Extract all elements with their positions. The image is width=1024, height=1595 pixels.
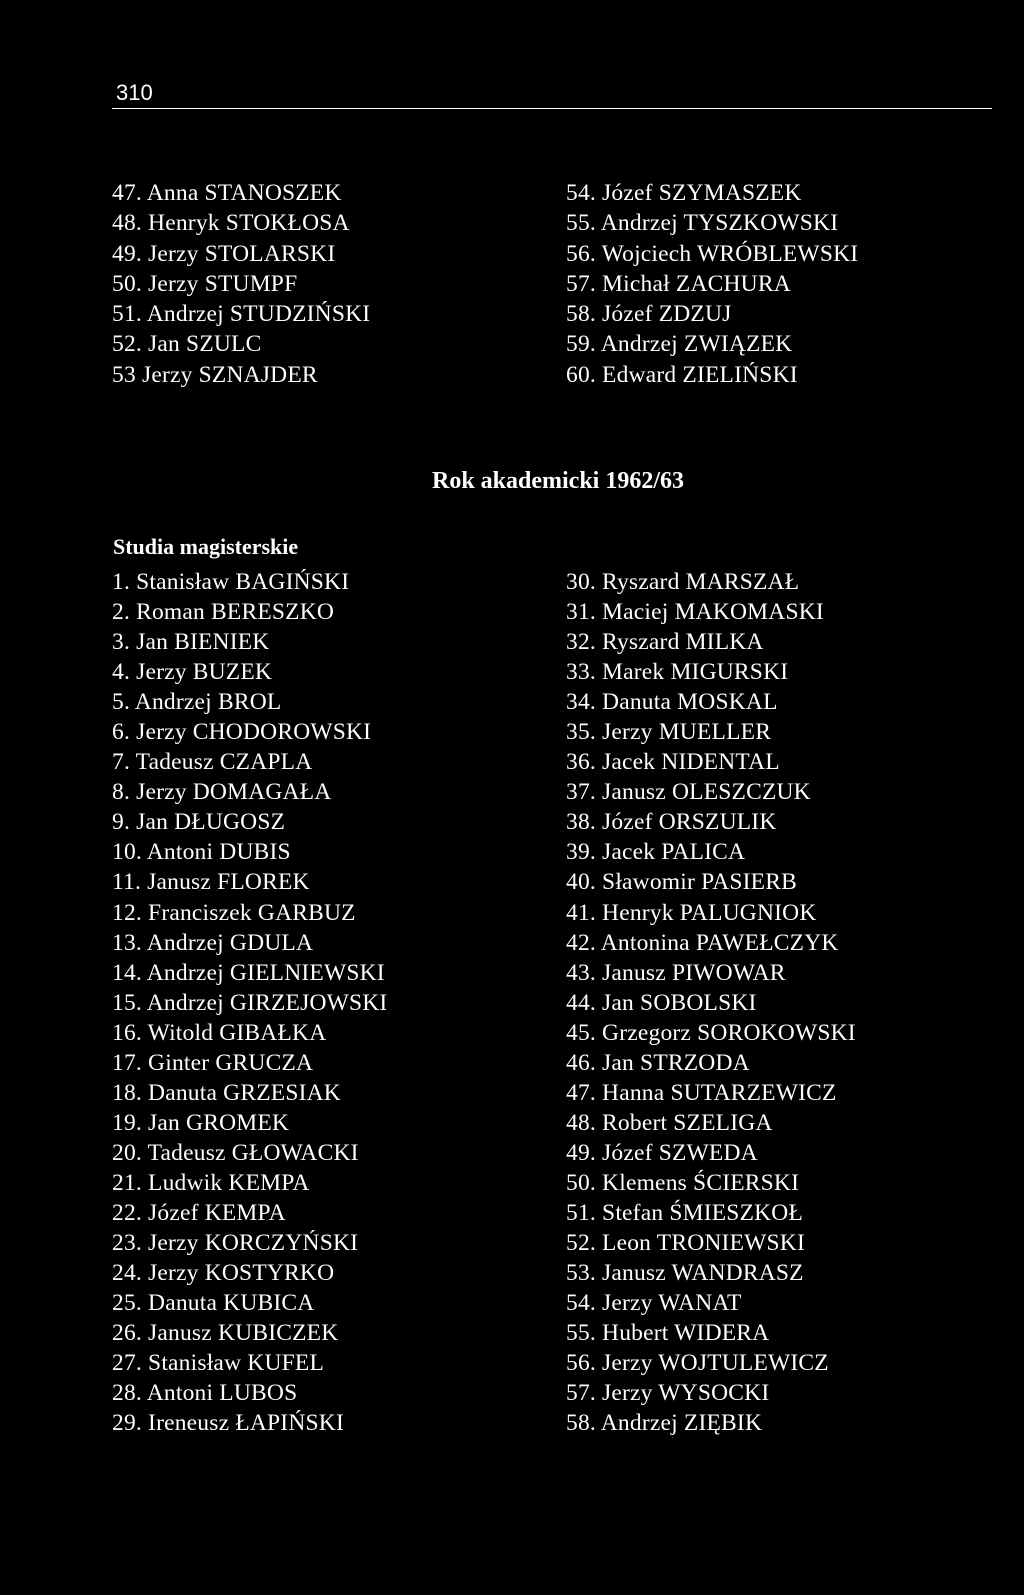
- students-list-left-column: [112, 567, 387, 1438]
- list-item: 21. Ludwik KEMPA: [112, 1169, 310, 1196]
- list-item: 6. Jerzy CHODOROWSKI: [112, 719, 372, 746]
- list-item: 50. Jerzy STUMPF: [112, 270, 298, 297]
- list-item: 9. Jan DŁUGOSZ: [112, 809, 286, 836]
- list-item: 53. Janusz WANDRASZ: [566, 1260, 804, 1287]
- list-item: 50. Klemens ŚCIERSKI: [566, 1169, 800, 1196]
- list-item: 58. Józef ZDZUJ: [566, 301, 732, 328]
- list-item: 14. Andrzej GIELNIEWSKI: [112, 959, 385, 986]
- list-item: 39. Jacek PALICA: [566, 839, 746, 866]
- list-item: 43. Janusz PIWOWAR: [566, 959, 786, 986]
- list-item: 44. Jan SOBOLSKI: [566, 989, 757, 1016]
- list-item: 5. Andrzej BROL: [112, 689, 282, 716]
- list-item: 13. Andrzej GDULA: [112, 929, 314, 956]
- list-item: 8. Jerzy DOMAGAŁA: [112, 779, 332, 806]
- list-item: 32. Ryszard MILKA: [566, 629, 764, 656]
- list-item: 26. Janusz KUBICZEK: [112, 1320, 339, 1347]
- list-item: 42. Antonina PAWEŁCZYK: [566, 929, 839, 956]
- header-rule: [112, 108, 992, 109]
- list-item: 41. Henryk PALUGNIOK: [566, 899, 817, 926]
- list-item: 34. Danuta MOSKAL: [566, 689, 778, 716]
- list-item: 24. Jerzy KOSTYRKO: [112, 1260, 335, 1287]
- section-title: [0, 466, 1024, 496]
- list-item: 54. Józef SZYMASZEK: [566, 180, 802, 206]
- list-item: 47. Hanna SUTARZEWICZ: [566, 1079, 837, 1106]
- list-item: 52. Jan SZULC: [112, 331, 262, 358]
- list-item: 48. Robert SZELIGA: [566, 1109, 773, 1136]
- list-item: 53 Jerzy SZNAJDER: [112, 361, 318, 388]
- list-item: 46. Jan STRZODA: [566, 1049, 750, 1076]
- list-item: 17. Ginter GRUCZA: [112, 1049, 314, 1076]
- list-item: 30. Ryszard MARSZAŁ: [566, 569, 800, 595]
- list-item: 49. Jerzy STOLARSKI: [112, 240, 336, 267]
- list-item: 16. Witold GIBAŁKA: [112, 1019, 327, 1046]
- list-item: 2. Roman BERESZKO: [112, 599, 335, 626]
- list-item: 52. Leon TRONIEWSKI: [566, 1230, 805, 1257]
- list-item: 10. Antoni DUBIS: [112, 839, 291, 866]
- previous-list-right-column: [566, 178, 858, 390]
- students-list-right-column: [566, 567, 856, 1438]
- list-item: 7. Tadeusz CZAPLA: [112, 749, 313, 776]
- list-item: 20. Tadeusz GŁOWACKI: [112, 1139, 359, 1166]
- list-item: 51. Andrzej STUDZIŃSKI: [112, 301, 371, 328]
- list-item: 48. Henryk STOKŁOSA: [112, 210, 350, 237]
- list-item: 58. Andrzej ZIĘBIK: [566, 1410, 763, 1437]
- list-item: 29. Ireneusz ŁAPIŃSKI: [112, 1410, 344, 1437]
- list-item: 31. Maciej MAKOMASKI: [566, 599, 824, 626]
- list-item: 23. Jerzy KORCZYŃSKI: [112, 1230, 359, 1257]
- list-item: 36. Jacek NIDENTAL: [566, 749, 780, 776]
- list-item: 11. Janusz FLOREK: [112, 869, 310, 896]
- list-item: 55. Hubert WIDERA: [566, 1320, 770, 1347]
- list-item: 54. Jerzy WANAT: [566, 1290, 742, 1317]
- list-item: 47. Anna STANOSZEK: [112, 180, 342, 206]
- list-item: 59. Andrzej ZWIĄZEK: [566, 331, 793, 358]
- list-item: 25. Danuta KUBICA: [112, 1290, 315, 1317]
- list-item: 57. Jerzy WYSOCKI: [566, 1380, 770, 1407]
- list-item: 37. Janusz OLESZCZUK: [566, 779, 811, 806]
- list-item: 51. Stefan ŚMIESZKOŁ: [566, 1199, 804, 1226]
- list-item: 35. Jerzy MUELLER: [566, 719, 772, 746]
- list-item: 56. Wojciech WRÓBLEWSKI: [566, 240, 859, 267]
- list-item: 15. Andrzej GIRZEJOWSKI: [112, 989, 388, 1016]
- list-item: 28. Antoni LUBOS: [112, 1380, 298, 1407]
- list-item: 33. Marek MIGURSKI: [566, 659, 789, 686]
- list-item: 27. Stanisław KUFEL: [112, 1350, 325, 1377]
- list-item: 3. Jan BIENIEK: [112, 629, 270, 656]
- list-item: 12. Franciszek GARBUZ: [112, 899, 356, 926]
- list-item: 18. Danuta GRZESIAK: [112, 1079, 341, 1106]
- list-item: 45. Grzegorz SOROKOWSKI: [566, 1019, 856, 1046]
- list-item: 19. Jan GROMEK: [112, 1109, 290, 1136]
- list-item: 56. Jerzy WOJTULEWICZ: [566, 1350, 829, 1377]
- list-item: 1. Stanisław BAGIŃSKI: [112, 569, 350, 595]
- list-item: 40. Sławomir PASIERB: [566, 869, 797, 896]
- section-title-text: Rok akademicki 1962/63: [431, 468, 685, 494]
- list-item: 60. Edward ZIELIŃSKI: [566, 361, 798, 388]
- list-item: 4. Jerzy BUZEK: [112, 659, 273, 686]
- list-item: 49. Józef SZWEDA: [566, 1139, 758, 1166]
- list-item: 22. Józef KEMPA: [112, 1199, 286, 1226]
- previous-list-left-column: [112, 178, 370, 390]
- list-item: 38. Józef ORSZULIK: [566, 809, 777, 836]
- subsection-title: Studia magisterskie: [113, 534, 299, 559]
- list-item: 55. Andrzej TYSZKOWSKI: [566, 210, 839, 237]
- list-item: 57. Michał ZACHURA: [566, 270, 791, 297]
- page-number: 310: [116, 80, 153, 105]
